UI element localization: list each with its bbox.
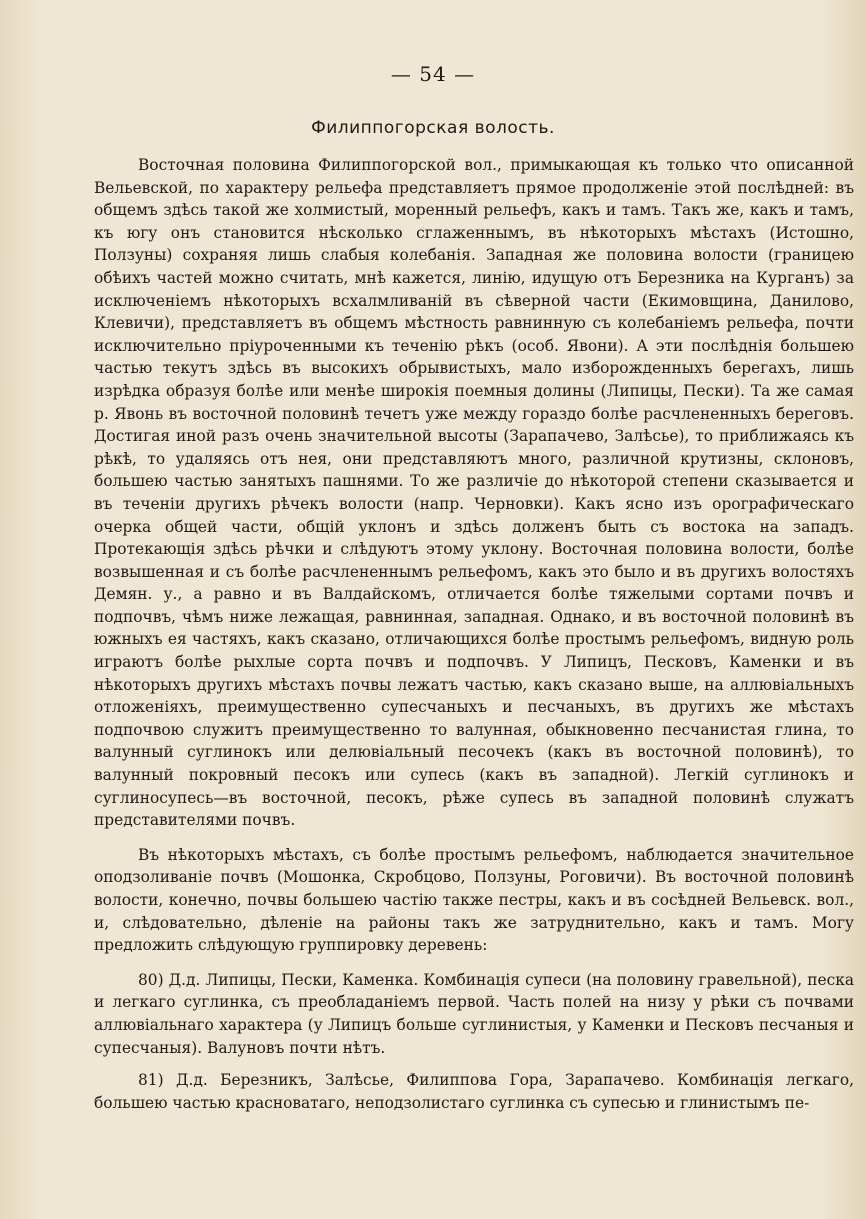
paragraph-group-81: 81) Д.д. Березникъ, Залѣсье, Филиппова Гора, Зарапачево. Комбинація легкаго, большею частью красноватаго, неподзолистаго суглинка съ супесью и глинистымъ пе- (94, 1071, 854, 1112)
paragraph-relief: Восточная половина Филиппогорской вол., примыкающая къ только что описанной Вельевской, по характеру рельефа представляетъ прямое продолженіе этой послѣдней: въ общемъ здѣсь такой же холмистый, моренный рельефъ, какъ и тамъ. Такъ же, какъ и тамъ, къ югу онъ становится нѣсколько сглаженнымъ, въ нѣкоторыхъ мѣстахъ (Истошно, Ползуны) сохраняя лишь слабыя колебанія. Западная же половина волости (границею обѣихъ частей можно считать, мнѣ кажется, линію, идущую отъ Березника на Курганъ) за исключеніемъ нѣкоторыхъ всхалмливаній въ сѣверной части (Екимовщина, Данилово, Клевичи), представляетъ въ общемъ мѣстность равнинную съ колебаніемъ рельефа, почти исключительно пріуроченными къ теченію рѣкъ (особ. Явони). А эти послѣднія большею частью текутъ здѣсь въ высокихъ обрывистыхъ, мало изборожденныхъ берегахъ, лишь изрѣдка образуя болѣе или менѣе широкія поемныя долины (Липицы, Пески). Та же самая р. Явонь въ восточной половинѣ течетъ уже между гораздо болѣе расчлененныхъ береговъ. Достигая иной разъ очень значительной высоты (Зарапачево, Залѣсье), то приближаясь къ рѣкѣ, то удаляясь отъ нея, они представляютъ много, различной крутизны, склоновъ, большею частью занятыхъ пашнями. То же различіе до нѣкоторой степени сказывается и въ теченіи другихъ рѣчекъ волости (напр. Черновки). Какъ ясно изъ орографическаго очерка общей части, общій уклонъ и здѣсь долженъ быть съ востока на западъ. Протекающія здѣсь рѣчки и слѣдуютъ этому уклону. Восточная половина волости, болѣе возвышенная и съ болѣе расчлененнымъ рельефомъ, какъ это было и въ другихъ волостяхъ Демян. у., а равно и въ Валдайскомъ, отличается болѣе тяжелыми сортами почвъ и подпочвъ, чѣмъ ниже лежащая, равнинная, западная. Однако, и въ восточной половинѣ въ южныхъ ея частяхъ, какъ сказано, отличающихся болѣе простымъ рельефомъ, видную роль играютъ болѣе рыхлые сорта почвъ и подпочвъ. У Липицъ, Песковъ, Каменки и въ нѣкоторыхъ другихъ мѣстахъ почвы лежатъ частью, какъ сказано выше, на аллювіальныхъ отложеніяхъ, преимущественно супесчаныхъ и песчаныхъ, въ другихъ же мѣстахъ подпочвою служитъ преимущественно то валунная, обыкновенно песчанистая глина, то валунный суглинокъ или делювіальный песочекъ (какъ въ восточной половинѣ), то валунный покровный песокъ или супесь (какъ въ западной). Легкій суглинокъ и суглиносупесь—въ восточной, песокъ, рѣже супесь въ западной половинѣ служатъ представителями почвъ. (94, 156, 854, 830)
paragraph-podzol: Въ нѣкоторыхъ мѣстахъ, съ болѣе простымъ рельефомъ, наблюдается значительное оподзоливаніе почвъ (Мошонка, Скробцово, Ползуны, Роговичи). Въ восточной половинѣ волости, конечно, почвы большею частію также пестры, какъ и въ сосѣдней Вельевск. вол., и, слѣдовательно, дѣленіе на районы такъ же затруднительно, какъ и тамъ. Могу предложить слѣдующую группировку деревень: (94, 845, 854, 955)
page-number: — 54 — (390, 62, 476, 86)
paragraph-group-80: 80) Д.д. Липицы, Пески, Каменка. Комбинація супеси (на половину гравельной), песка и легкаго суглинка, съ преобладаніемъ первой. Часть полей на низу у рѣки съ почвами аллювіальнаго характера (у Липицъ больше суглинистыя, у Каменки и Песковъ песчаныя и супесчаныя). Валуновъ почти нѣтъ. (94, 970, 854, 1057)
body-text (94, 154, 854, 1124)
section-title: Филиппогорская волость. (311, 118, 555, 138)
